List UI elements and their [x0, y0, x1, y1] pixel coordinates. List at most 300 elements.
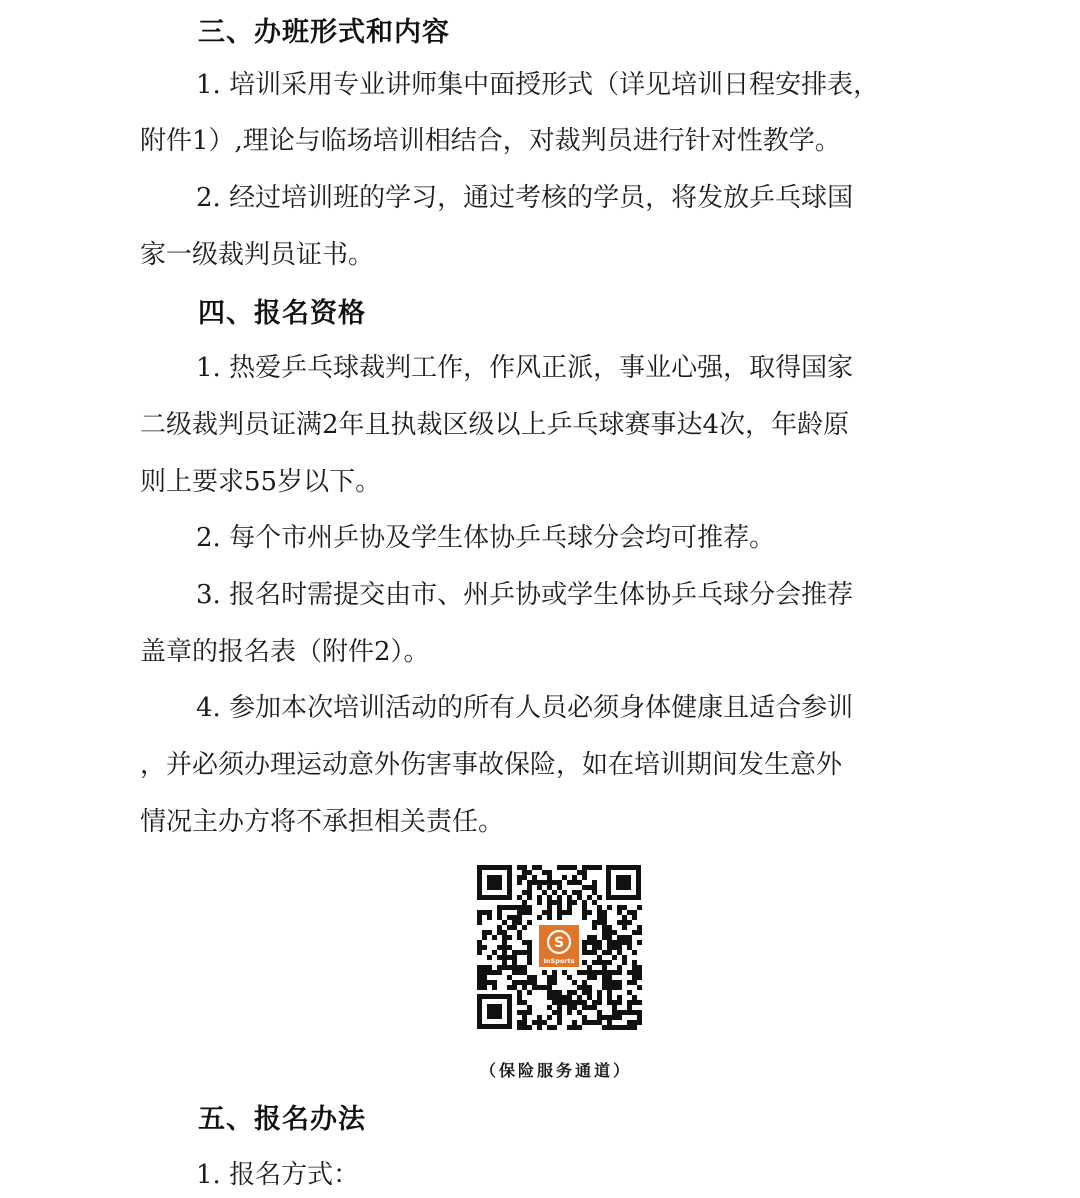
- qr-module: [552, 880, 557, 885]
- qr-module: [547, 880, 552, 885]
- qr-module: [637, 1015, 642, 1020]
- qr-module: [632, 995, 637, 1000]
- qr-module: [567, 1000, 572, 1005]
- qr-module: [527, 885, 532, 890]
- qr-module: [562, 1000, 567, 1005]
- qr-module: [637, 905, 642, 910]
- qr-module: [622, 920, 627, 925]
- qr-module: [542, 970, 547, 975]
- qr-module: [522, 1000, 527, 1005]
- qr-module: [492, 950, 497, 955]
- qr-module: [572, 865, 577, 870]
- section-heading-5: 五、报名办法: [198, 1104, 366, 1135]
- qr-module: [607, 945, 612, 950]
- qr-module: [632, 960, 637, 965]
- qr-module: [502, 935, 507, 940]
- qr-module: [592, 945, 597, 950]
- qr-module: [557, 895, 562, 900]
- qr-module: [532, 980, 537, 985]
- qr-module: [517, 930, 522, 935]
- qr-module: [547, 915, 552, 920]
- qr-module: [597, 910, 602, 915]
- qr-module: [637, 1000, 642, 1005]
- qr-module: [547, 895, 552, 900]
- qr-module: [527, 905, 532, 910]
- qr-module: [547, 870, 552, 875]
- qr-module: [637, 930, 642, 935]
- qr-module: [557, 1020, 562, 1025]
- qr-module: [582, 990, 587, 995]
- qr-finder-bottom-left: [477, 994, 512, 1029]
- qr-module: [582, 900, 587, 905]
- qr-module: [517, 910, 522, 915]
- qr-module: [517, 1000, 522, 1005]
- qr-module: [542, 870, 547, 875]
- qr-module: [512, 905, 517, 910]
- qr-module: [582, 870, 587, 875]
- qr-module: [597, 865, 602, 870]
- qr-module: [482, 945, 487, 950]
- qr-module: [552, 1010, 557, 1015]
- qr-module: [612, 955, 617, 960]
- qr-module: [602, 965, 607, 970]
- qr-module: [617, 910, 622, 915]
- qr-module: [577, 1025, 582, 1030]
- qr-module: [547, 910, 552, 915]
- qr-module: [632, 1000, 637, 1005]
- qr-module: [597, 915, 602, 920]
- qr-module: [622, 940, 627, 945]
- qr-module: [587, 940, 592, 945]
- qr-module: [637, 1020, 642, 1025]
- qr-module: [557, 1005, 562, 1010]
- qr-module: [617, 940, 622, 945]
- qr-module: [582, 875, 587, 880]
- qr-finder-top-right: [606, 865, 641, 900]
- qr-module: [607, 925, 612, 930]
- qr-module: [527, 990, 532, 995]
- qr-module: [532, 985, 537, 990]
- qr-module: [617, 995, 622, 1000]
- qr-module: [567, 975, 572, 980]
- qr-module: [557, 990, 562, 995]
- qr-module: [522, 865, 527, 870]
- qr-module: [582, 885, 587, 890]
- qr-module: [487, 915, 492, 920]
- qr-module: [567, 865, 572, 870]
- qr-module: [517, 965, 522, 970]
- paragraph-line: 情况主办方将不承担相关责任。: [140, 807, 505, 837]
- qr-module: [627, 945, 632, 950]
- qr-module: [562, 995, 567, 1000]
- qr-module: [637, 925, 642, 930]
- paragraph-line: 1. 热爱乒乓球裁判工作，作风正派，事业心强，取得国家: [196, 353, 854, 383]
- qr-module: [502, 955, 507, 960]
- qr-module: [597, 1020, 602, 1025]
- qr-module: [522, 965, 527, 970]
- qr-module: [527, 945, 532, 950]
- qr-module: [612, 1010, 617, 1015]
- qr-module: [617, 1010, 622, 1015]
- qr-module: [502, 920, 507, 925]
- qr-module: [527, 910, 532, 915]
- qr-module: [537, 1020, 542, 1025]
- qr-module: [502, 945, 507, 950]
- qr-module: [592, 970, 597, 975]
- qr-module: [527, 895, 532, 900]
- qr-module: [542, 1020, 547, 1025]
- qr-module: [607, 1015, 612, 1020]
- qr-module: [592, 900, 597, 905]
- qr-module: [587, 885, 592, 890]
- qr-module: [527, 975, 532, 980]
- qr-module: [602, 910, 607, 915]
- qr-module: [592, 890, 597, 895]
- qr-module: [552, 890, 557, 895]
- qr-module: [577, 985, 582, 990]
- qr-module: [577, 895, 582, 900]
- qr-module: [507, 925, 512, 930]
- qr-module: [572, 875, 577, 880]
- qr-module: [487, 970, 492, 975]
- qr-module: [592, 935, 597, 940]
- qr-module: [547, 995, 552, 1000]
- qr-module: [632, 950, 637, 955]
- qr-module: [632, 970, 637, 975]
- qr-module: [567, 905, 572, 910]
- qr-module: [497, 945, 502, 950]
- qr-module: [602, 970, 607, 975]
- qr-module: [542, 985, 547, 990]
- qr-module: [527, 960, 532, 965]
- qr-module: [482, 985, 487, 990]
- qr-module: [582, 940, 587, 945]
- qr-module: [587, 995, 592, 1000]
- qr-module: [537, 1015, 542, 1020]
- qr-module: [522, 985, 527, 990]
- qr-module: [537, 915, 542, 920]
- qr-module: [592, 865, 597, 870]
- qr-module: [602, 1025, 607, 1030]
- qr-module: [487, 955, 492, 960]
- qr-module: [497, 930, 502, 935]
- qr-module: [482, 970, 487, 975]
- qr-module: [542, 880, 547, 885]
- qr-module: [502, 960, 507, 965]
- qr-module: [592, 885, 597, 890]
- qr-module: [547, 900, 552, 905]
- qr-module: [592, 880, 597, 885]
- qr-module: [612, 980, 617, 985]
- qr-module: [557, 905, 562, 910]
- section-heading-3: 三、办班形式和内容: [198, 17, 450, 48]
- qr-module: [567, 910, 572, 915]
- qr-module: [612, 940, 617, 945]
- qr-module: [517, 990, 522, 995]
- qr-module: [492, 985, 497, 990]
- qr-module: [602, 975, 607, 980]
- qr-module: [627, 1010, 632, 1015]
- qr-module: [532, 875, 537, 880]
- qr-module: [632, 980, 637, 985]
- qr-module: [527, 1025, 532, 1030]
- qr-module: [592, 1005, 597, 1010]
- qr-module: [517, 915, 522, 920]
- qr-module: [527, 955, 532, 960]
- qr-module: [517, 950, 522, 955]
- qr-module: [632, 930, 637, 935]
- qr-module: [592, 950, 597, 955]
- section-heading-4: 四、报名资格: [198, 298, 366, 329]
- qr-module: [517, 1010, 522, 1015]
- qr-module: [572, 1000, 577, 1005]
- qr-module: [617, 985, 622, 990]
- qr-module: [482, 930, 487, 935]
- qr-module: [592, 975, 597, 980]
- qr-module: [597, 940, 602, 945]
- qr-module: [512, 920, 517, 925]
- qr-module: [517, 920, 522, 925]
- qr-module: [572, 1025, 577, 1030]
- qr-module: [532, 1020, 537, 1025]
- qr-module: [502, 950, 507, 955]
- qr-module: [617, 935, 622, 940]
- qr-module: [522, 1010, 527, 1015]
- qr-module: [547, 1005, 552, 1010]
- qr-module: [617, 945, 622, 950]
- qr-module: [487, 965, 492, 970]
- qr-module: [522, 940, 527, 945]
- qr-module: [602, 950, 607, 955]
- qr-module: [517, 935, 522, 940]
- qr-module: [527, 870, 532, 875]
- qr-module: [602, 1015, 607, 1020]
- qr-module: [552, 1000, 557, 1005]
- qr-module: [567, 1025, 572, 1030]
- qr-module: [567, 895, 572, 900]
- qr-module: [637, 975, 642, 980]
- qr-module: [577, 890, 582, 895]
- qr-module: [542, 890, 547, 895]
- qr-module: [507, 965, 512, 970]
- qr-module: [627, 940, 632, 945]
- qr-module: [517, 970, 522, 975]
- qr-module: [587, 970, 592, 975]
- qr-module: [547, 980, 552, 985]
- qr-module: [612, 930, 617, 935]
- qr-module: [602, 935, 607, 940]
- qr-module: [602, 980, 607, 985]
- qr-module: [507, 905, 512, 910]
- qr-module: [582, 1015, 587, 1020]
- qr-module: [592, 960, 597, 965]
- qr-module: [632, 965, 637, 970]
- qr-module: [577, 1000, 582, 1005]
- qr-module: [597, 970, 602, 975]
- qr-module: [512, 955, 517, 960]
- qr-module: [617, 970, 622, 975]
- qr-module: [537, 880, 542, 885]
- qr-module: [547, 885, 552, 890]
- qr-module: [557, 995, 562, 1000]
- qr-module: [582, 865, 587, 870]
- qr-module: [477, 965, 482, 970]
- qr-module: [537, 985, 542, 990]
- qr-module: [517, 995, 522, 1000]
- qr-module: [622, 955, 627, 960]
- qr-module: [607, 940, 612, 945]
- qr-module: [637, 970, 642, 975]
- qr-module: [557, 915, 562, 920]
- qr-module: [572, 890, 577, 895]
- qr-module: [517, 1025, 522, 1030]
- qr-module: [627, 1000, 632, 1005]
- qr-module: [597, 905, 602, 910]
- qr-module: [547, 975, 552, 980]
- qr-module: [612, 945, 617, 950]
- qr-module: [567, 1010, 572, 1015]
- qr-module: [557, 865, 562, 870]
- qr-module: [517, 880, 522, 885]
- qr-module: [487, 980, 492, 985]
- qr-module: [572, 980, 577, 985]
- qr-module: [602, 925, 607, 930]
- qr-module: [572, 990, 577, 995]
- qr-module: [617, 1025, 622, 1030]
- qr-module: [522, 1020, 527, 1025]
- qr-module: [582, 915, 587, 920]
- qr-module: [597, 1015, 602, 1020]
- qr-module: [557, 880, 562, 885]
- qr-module: [607, 930, 612, 935]
- qr-module: [587, 950, 592, 955]
- qr-module: [477, 980, 482, 985]
- qr-module: [602, 915, 607, 920]
- qr-module: [482, 975, 487, 980]
- qr-module: [552, 980, 557, 985]
- qr-module: [597, 945, 602, 950]
- qr-module: [612, 1000, 617, 1005]
- qr-module: [537, 900, 542, 905]
- qr-module: [537, 895, 542, 900]
- qr-module: [507, 945, 512, 950]
- qr-module: [622, 925, 627, 930]
- paragraph-line: 盖章的报名表（附件2）。: [140, 637, 430, 667]
- qr-module: [542, 910, 547, 915]
- paragraph-line: ，并必须办理运动意外伤害事故保险，如在培训期间发生意外: [140, 750, 843, 780]
- qr-module: [567, 900, 572, 905]
- qr-module: [577, 970, 582, 975]
- qr-module: [527, 890, 532, 895]
- qr-module: [612, 970, 617, 975]
- qr-module: [607, 1025, 612, 1030]
- qr-module: [622, 935, 627, 940]
- qr-caption: （保险服务通道）: [480, 1061, 633, 1080]
- qr-module: [617, 905, 622, 910]
- qr-module: [582, 985, 587, 990]
- qr-module: [607, 1020, 612, 1025]
- qr-module: [552, 1025, 557, 1030]
- qr-module: [492, 980, 497, 985]
- qr-module: [562, 970, 567, 975]
- qr-module: [512, 965, 517, 970]
- qr-module: [627, 990, 632, 995]
- paragraph-line: 则上要求55岁以下。: [140, 467, 382, 497]
- qr-module: [482, 965, 487, 970]
- qr-module: [572, 880, 577, 885]
- qr-module: [607, 960, 612, 965]
- qr-module: [562, 890, 567, 895]
- qr-module: [507, 915, 512, 920]
- qr-module: [517, 980, 522, 985]
- qr-module: [627, 1020, 632, 1025]
- qr-module: [607, 985, 612, 990]
- qr-module: [562, 875, 567, 880]
- qr-module: [477, 970, 482, 975]
- qr-module: [627, 935, 632, 940]
- qr-module: [592, 1000, 597, 1005]
- qr-module: [557, 1015, 562, 1020]
- qr-module: [497, 905, 502, 910]
- qr-module: [532, 880, 537, 885]
- qr-module: [512, 970, 517, 975]
- qr-module: [577, 995, 582, 1000]
- qr-module: [512, 960, 517, 965]
- qr-module: [577, 1010, 582, 1015]
- qr-module: [547, 1025, 552, 1030]
- qr-module: [587, 990, 592, 995]
- qr-module: [522, 980, 527, 985]
- qr-module: [582, 1000, 587, 1005]
- qr-module: [632, 910, 637, 915]
- qr-module: [487, 930, 492, 935]
- qr-module: [532, 975, 537, 980]
- qr-module: [602, 930, 607, 935]
- qr-module: [612, 1005, 617, 1010]
- qr-module: [627, 910, 632, 915]
- qr-module: [597, 1010, 602, 1015]
- qr-module: [477, 950, 482, 955]
- qr-module: [612, 985, 617, 990]
- paragraph-line: 附件1）,理论与临场培训相结合，对裁判员进行针对性教学。: [140, 126, 841, 156]
- qr-module: [497, 925, 502, 930]
- paragraph-line: 4. 参加本次培训活动的所有人员必须身体健康且适合参训: [196, 693, 854, 723]
- qr-module: [557, 910, 562, 915]
- qr-module: [492, 935, 497, 940]
- qr-module: [527, 980, 532, 985]
- qr-module: [587, 1005, 592, 1010]
- qr-module: [482, 980, 487, 985]
- qr-module: [602, 920, 607, 925]
- qr-module: [497, 965, 502, 970]
- qr-module: [492, 970, 497, 975]
- qr-module: [582, 960, 587, 965]
- qr-module: [637, 940, 642, 945]
- qr-module: [632, 1020, 637, 1025]
- insurance-qr-code[interactable]: [474, 862, 644, 1032]
- qr-module: [552, 990, 557, 995]
- qr-module: [582, 950, 587, 955]
- qr-module: [522, 925, 527, 930]
- qr-module: [562, 865, 567, 870]
- qr-module: [617, 965, 622, 970]
- qr-module: [607, 970, 612, 975]
- qr-module: [597, 895, 602, 900]
- qr-module: [592, 925, 597, 930]
- qr-module: [597, 1000, 602, 1005]
- qr-module: [607, 990, 612, 995]
- qr-module: [552, 975, 557, 980]
